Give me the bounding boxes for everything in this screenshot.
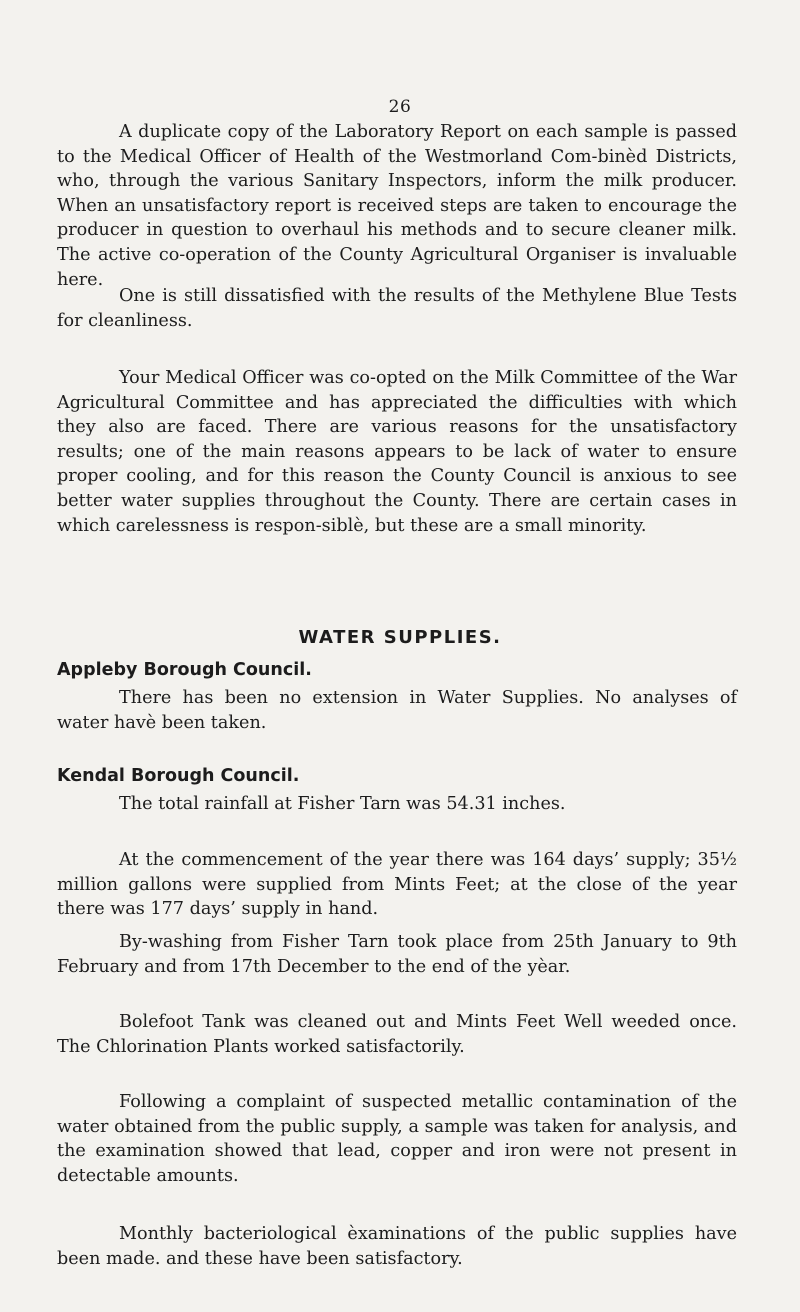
paragraph-appleby: There has been no extension in Water Supplies. No analyses of water havè been taken. bbox=[57, 688, 737, 733]
paragraph-kendal-rainfall: The total rainfall at Fisher Tarn was 54.31 inches. bbox=[119, 794, 566, 814]
subheading-kendal: Kendal Borough Council. bbox=[57, 766, 300, 786]
paragraph-milk-committee: Your Medical Officer was co-opted on the Milk Committee of the War Agricultural Committee and has appreciated the difficulties with which they also are faced. There are various reasons for the unsatisfactory results; one of the main reasons appears to be lack of water to ensure proper cooling, and for this reason the County Council is anxious to see better water supplies throughout the County. There are certain cases in which carelessness is respon-siblè, but these are a small minority. bbox=[57, 368, 737, 536]
section-heading-water-supplies: WATER SUPPLIES. bbox=[298, 627, 502, 648]
page-number: 26 bbox=[388, 97, 412, 117]
paragraph-lab-report: A duplicate copy of the Laboratory Report on each sample is passed to the Medical Officer of Health of the Westmorland Com-binèd Districts, who, through the various Sanitary Inspectors, inform the milk producer. When an unsatisfactory report is received steps are taken to encourage the producer in question to overhaul his methods and to secure cleaner milk. The active co-operation of the County Agricultural Organiser is invaluable here. bbox=[57, 122, 737, 290]
paragraph-kendal-supply: At the commencement of the year there was 164 days’ supply; 35½ million gallons were supplied from Mints Feet; at the close of the year there was 177 days’ supply in hand. bbox=[57, 850, 737, 920]
subheading-appleby: Appleby Borough Council. bbox=[57, 660, 312, 680]
paragraph-kendal-contamination: Following a complaint of suspected metallic contamination of the water obtained from the public supply, a sample was taken for analysis, and the examination showed that lead, copper and iron were not present in detectable amounts. bbox=[57, 1092, 737, 1186]
paragraph-kendal-bolefoot: Bolefoot Tank was cleaned out and Mints Feet Well weeded once. The Chlorination Plants worked satisfactorily. bbox=[57, 1012, 737, 1057]
paragraph-kendal-bywashing: By-washing from Fisher Tarn took place from 25th January to 9th February and from 17th December to the end of the yèar. bbox=[57, 932, 737, 977]
paragraph-kendal-bacteriological: Monthly bacteriological èxaminations of the public supplies have been made. and these have been satisfactory. bbox=[57, 1224, 737, 1269]
paragraph-methylene-blue: One is still dissatisfied with the results of the Methylene Blue Tests for cleanliness. bbox=[57, 286, 737, 331]
